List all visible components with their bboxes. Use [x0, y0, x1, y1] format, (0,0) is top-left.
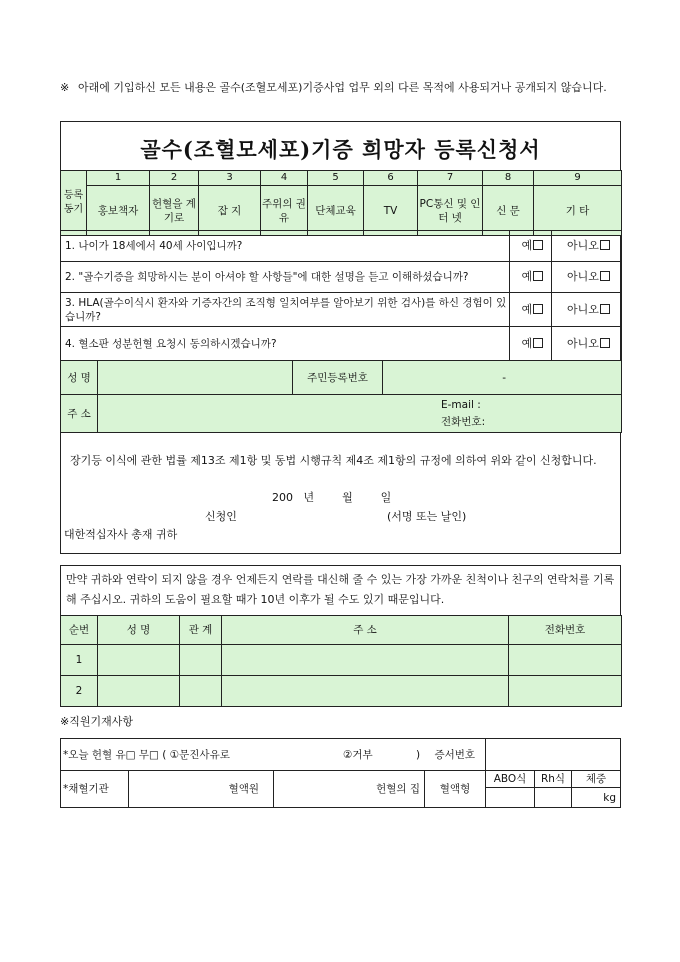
question-text: 3. HLA(골수이식시 환자와 기증자간의 조직형 일치여부를 알아보기 위한 검사)를 하신 경험이 있습니까? — [61, 293, 510, 327]
contact-intro: 만약 귀하와 연락이 되지 않을 경우 언제든지 연락를 대신해 줄 수 있는 가장 가까운 친척이나 친구의 연락처를 기록해 주십시오. 귀하의 도움이 필요할 때가 10년 이후가 될 수도 있기 때문입니다. — [66, 573, 615, 606]
no-label: 아니오 — [567, 239, 599, 252]
org-label: *채혈기관 — [61, 771, 129, 808]
contact-address-field[interactable] — [222, 676, 509, 707]
no-label: 아니오 — [567, 302, 599, 316]
consent-text: 장기등 이식에 관한 법률 제13조 제1항 및 동법 시행규칙 제4조 제1항의 규정에 의하여 위와 같이 신청합니다. — [70, 454, 597, 467]
rrn-field[interactable] — [383, 361, 622, 395]
name-field[interactable] — [98, 361, 293, 395]
cert-label: 증서번호 — [425, 739, 486, 771]
emergency-contact — [60, 565, 621, 707]
motive-num: 3 — [199, 171, 261, 186]
weight-label: 체중 — [572, 771, 621, 788]
motive-num: 9 — [534, 171, 622, 186]
motive-num: 8 — [483, 171, 534, 186]
no-checkbox[interactable] — [552, 262, 622, 293]
question-table — [60, 230, 622, 361]
contact-table — [60, 615, 622, 707]
motive-option[interactable]: 헌혈을 계기로 — [150, 186, 199, 236]
rh-label: Rh식 — [535, 771, 572, 788]
address-label: 주 소 — [61, 395, 98, 433]
checkbox-icon[interactable] — [600, 338, 610, 348]
refusal-text: ②거부 — [343, 749, 373, 761]
name-label: 성 명 — [61, 361, 98, 395]
checkbox-icon[interactable] — [533, 338, 543, 348]
staff-table — [60, 738, 621, 808]
yes-checkbox[interactable] — [510, 231, 552, 262]
contact-address-field[interactable] — [222, 645, 509, 676]
yes-checkbox[interactable] — [510, 293, 552, 327]
col-header: 순번 — [61, 616, 98, 645]
no-checkbox[interactable] — [552, 327, 622, 361]
contact-relation-field[interactable] — [180, 645, 222, 676]
staff-label: 혈액원 — [129, 771, 274, 808]
checkbox-icon[interactable] — [600, 240, 610, 250]
motive-option[interactable]: TV — [364, 186, 418, 236]
abo-field[interactable] — [486, 788, 535, 808]
form-title: 골수(조혈모세포)기증 희망자 등록신청서 — [140, 137, 541, 162]
today-donation-text: *오늘 헌혈 유□ 무□ ( ①문진사유로 — [63, 748, 230, 761]
motive-option[interactable]: PC통신 및 인 터 넷 — [418, 186, 483, 236]
motive-num: 2 — [150, 171, 199, 186]
weight-field[interactable] — [572, 788, 621, 808]
signature-label: (서명 또는 날인) — [387, 510, 467, 523]
motive-num: 7 — [418, 171, 483, 186]
yes-label: 예 — [521, 302, 533, 316]
motive-label: 등록 동기 — [61, 171, 87, 236]
contact-labels — [441, 397, 485, 431]
today-donation — [61, 739, 425, 771]
date-line: 200 년 월 일 — [272, 491, 392, 504]
contact-name-field[interactable] — [98, 645, 180, 676]
question-text: 2. "골수기증을 희망하시는 분이 아셔야 할 사항들"에 대한 설명을 듣고 이해하셨습니까? — [61, 262, 510, 293]
row-number: 1 — [61, 645, 98, 676]
motive-num: 1 — [87, 171, 150, 186]
yes-label: 예 — [521, 239, 533, 252]
motive-num: 4 — [261, 171, 308, 186]
notice-mark: ※ — [60, 81, 70, 94]
row-number: 2 — [61, 676, 98, 707]
contact-phone-field[interactable] — [509, 645, 622, 676]
cert-number-field[interactable] — [486, 739, 621, 771]
email-label: E-mail : — [441, 399, 481, 411]
col-header: 관 계 — [180, 616, 222, 645]
motive-table — [60, 170, 622, 236]
checkbox-icon[interactable] — [533, 240, 543, 250]
phone-label: 전화번호: — [441, 416, 486, 428]
checkbox-icon[interactable] — [533, 271, 543, 281]
checkbox-icon[interactable] — [600, 271, 610, 281]
rh-field[interactable] — [535, 788, 572, 808]
motive-option[interactable]: 신 문 — [483, 186, 534, 236]
registration-form — [60, 121, 621, 554]
no-label: 아니오 — [567, 336, 599, 350]
yes-checkbox[interactable] — [510, 327, 552, 361]
motive-num: 5 — [308, 171, 364, 186]
contact-phone-field[interactable] — [509, 676, 622, 707]
question-text: 1. 나이가 18세에서 40세 사이입니까? — [61, 231, 510, 262]
yes-label: 예 — [521, 270, 533, 283]
applicant-info-table — [60, 360, 622, 433]
yes-label: 예 — [521, 336, 533, 350]
staff-heading: ※직원기재사항 — [60, 715, 133, 728]
checkbox-icon[interactable] — [600, 304, 610, 314]
motive-option[interactable]: 잡 지 — [199, 186, 261, 236]
no-checkbox[interactable] — [552, 293, 622, 327]
no-checkbox[interactable] — [552, 231, 622, 262]
rrn-dash: - — [502, 371, 506, 384]
privacy-notice — [60, 78, 630, 97]
yes-checkbox[interactable] — [510, 262, 552, 293]
house-label: 헌혈의 집 — [274, 771, 425, 808]
contact-name-field[interactable] — [98, 676, 180, 707]
close-paren: ) — [416, 749, 421, 761]
weight-unit: kg — [603, 791, 617, 804]
question-text: 4. 혈소판 성분헌혈 요청시 동의하시겠습니까? — [61, 327, 510, 361]
motive-option[interactable]: 홍보책자 — [87, 186, 150, 236]
notice-text: 아래에 기입하신 모든 내용은 골수(조혈모세포)기증사업 업무 외의 다른 목적에 사용되거나 공개되지 않습니다. — [78, 81, 607, 94]
abo-label: ABO식 — [486, 771, 535, 788]
address-field[interactable] — [98, 395, 622, 433]
checkbox-icon[interactable] — [533, 304, 543, 314]
col-header: 주 소 — [222, 616, 509, 645]
no-label: 아니오 — [567, 270, 599, 283]
col-header: 전화번호 — [509, 616, 622, 645]
bloodtype-label: 혈액형 — [425, 771, 486, 808]
applicant-label: 신청인 — [205, 510, 237, 523]
motive-option[interactable]: 단체교육 — [308, 186, 364, 236]
motive-num: 6 — [364, 171, 418, 186]
col-header: 성 명 — [98, 616, 180, 645]
motive-option[interactable]: 주위의 권 유 — [261, 186, 308, 236]
motive-option[interactable]: 기 타 — [534, 186, 622, 236]
rrn-label: 주민등록번호 — [293, 361, 383, 395]
contact-relation-field[interactable] — [180, 676, 222, 707]
addressee: 대한적십자사 총재 귀하 — [64, 528, 178, 541]
